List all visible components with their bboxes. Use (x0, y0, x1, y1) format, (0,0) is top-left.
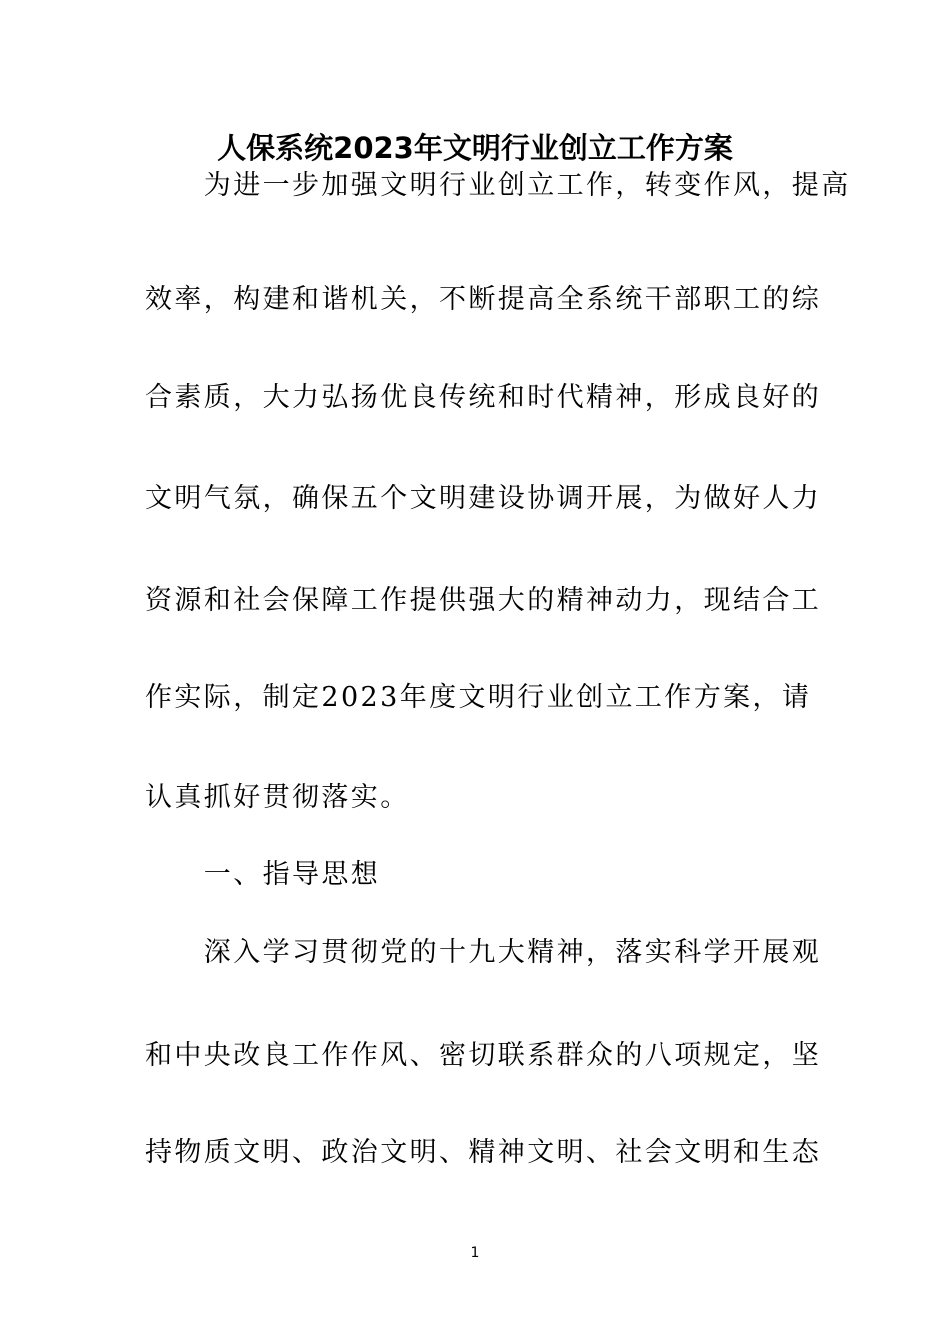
body-line-7: 认真抓好贯彻落实。 (145, 782, 410, 813)
body-line-6: 作实际，制定2023年度文明行业创立工作方案，请 (145, 682, 812, 713)
body-line-4: 文明气氛，确保五个文明建设协调开展，为做好人力 (145, 483, 822, 514)
body-line-2: 效率，构建和谐机关，不断提高全系统干部职工的综 (145, 284, 822, 315)
body-line-5: 资源和社会保障工作提供强大的精神动力，现结合工 (145, 585, 822, 616)
body-line-1: 为进一步加强文明行业创立工作，转变作风，提高 (145, 170, 851, 201)
body-line-11: 持物质文明、政治文明、精神文明、社会文明和生态 (145, 1137, 822, 1168)
body-line-10: 和中央改良工作作风、密切联系群众的八项规定，坚 (145, 1040, 822, 1071)
body-line-9: 深入学习贯彻党的十九大精神，落实科学开展观 (145, 937, 822, 968)
page-number: 1 (470, 1245, 480, 1261)
section-heading-guiding-ideology: 一、指导思想 (145, 859, 381, 890)
body-line-3: 合素质，大力弘扬优良传统和时代精神，形成良好的 (145, 382, 822, 413)
document-title: 人保系统2023年文明行业创立工作方案 (217, 131, 733, 165)
